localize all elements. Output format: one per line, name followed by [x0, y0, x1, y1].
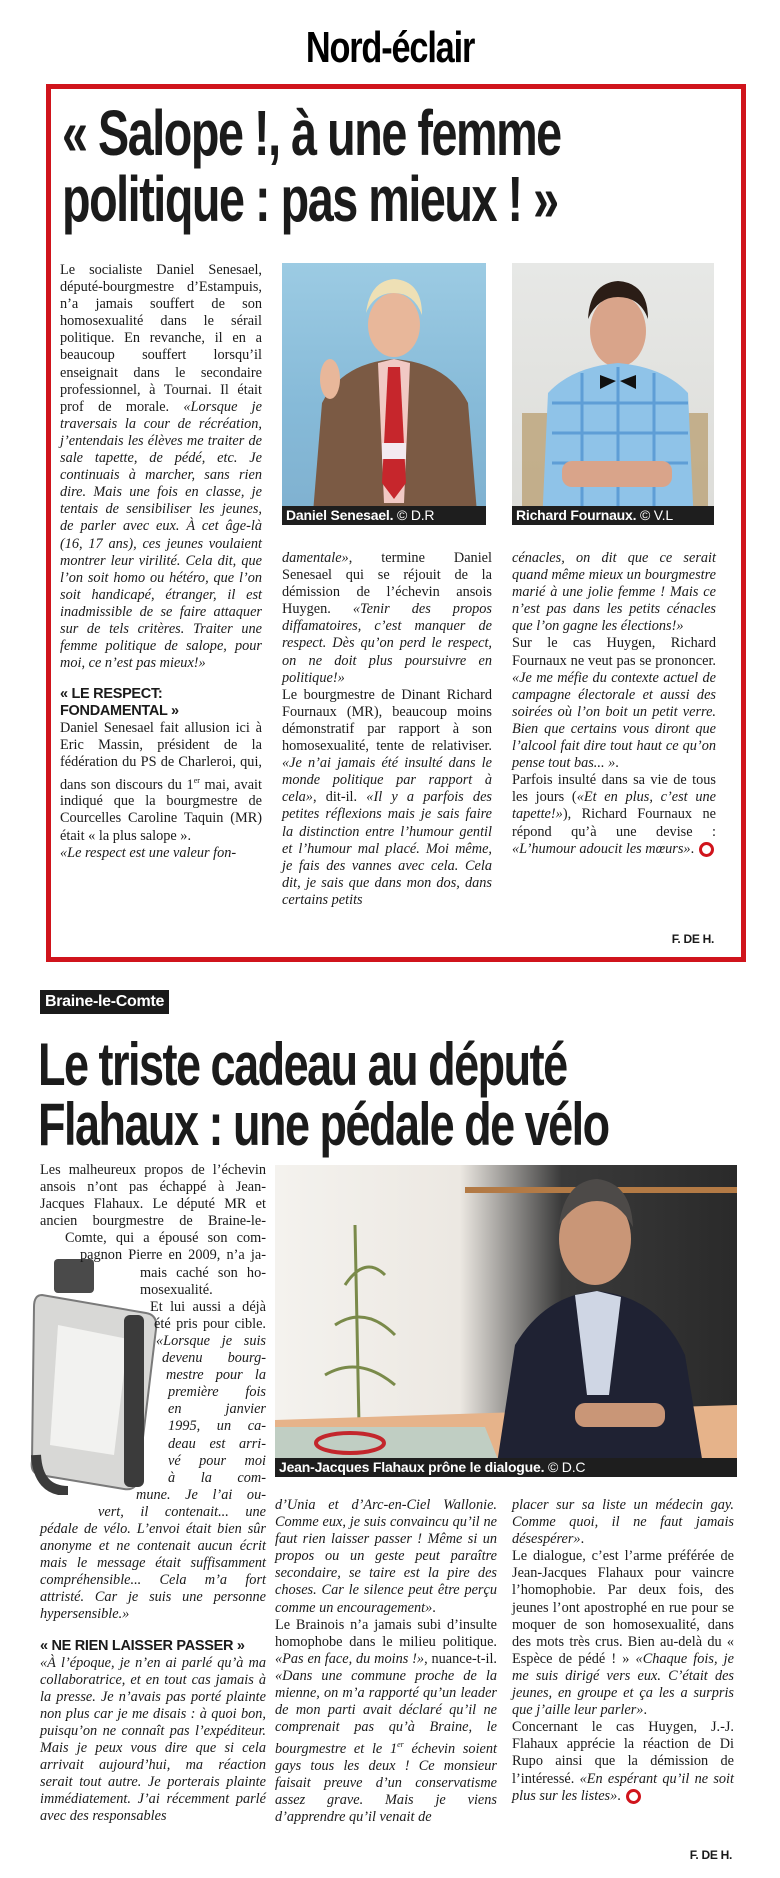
article2-column-3	[512, 1497, 734, 1805]
quote-text: pédale de vélo. L’envoi était bien sûr anonyme et ne contenait aucun écrit mais le message était suffisamment compréhensible... Cela m’a fort attristé. Car je suis une personne hypersensible.»	[40, 1521, 266, 1623]
article2-signature: F. DE H.	[689, 1848, 732, 1862]
photo-credit: © V.L	[640, 507, 673, 523]
article1-paragraph	[512, 772, 716, 857]
text-line: Les malheureux propos de l’échevin	[40, 1162, 266, 1178]
text-line: pagnon Pierre en 2009, n’a ja-	[80, 1247, 266, 1264]
text-line: 1995, un ca-	[168, 1418, 266, 1435]
text-line: ancien bourgmestre de Braine-le-	[40, 1213, 266, 1230]
article2-column-1	[40, 1521, 266, 1826]
photo-credit: © D.C	[548, 1459, 586, 1475]
text-line: première fois	[168, 1384, 266, 1401]
article1-paragraph	[282, 687, 492, 909]
section-tag: Braine-le-Comte	[40, 990, 169, 1014]
quote-text: «Tenir des propos diffamatoires, c’est manquer de respect. Dès qu’on perd le respect, on ne doit plus poursuivre en politique!»	[282, 601, 492, 686]
subhead-line: FONDAMENTAL »	[60, 703, 179, 720]
quote-text: «Lorsque je traversais la cour de récréation, j’entendais les élèves me traiter de sale tapette, de pédé, etc. Je continuais à marcher, sans rien dire. Mais une fois en classe, je tentais de sensibiliser les jeunes, de parler avec eux. À cet âge-là (16, 17 ans), ces jeunes voulaient montrer leur virilité. Cela dit, que l’on soit homo ou hétéro, que l’on soit handicapé, étranger, il est inadmissible de se faire attaquer sur de tels critères. Traiter une femme politique de salope, pour moi, ce n’est pas mieux!»	[60, 398, 262, 672]
text-line: «Lorsque je suis	[156, 1332, 266, 1349]
photo-caption	[512, 506, 714, 525]
photo-jean-jacques-flahaux	[275, 1165, 737, 1477]
text-line: été pris pour cible.	[154, 1315, 266, 1332]
article1-paragraph	[60, 262, 262, 672]
body-text: , dit-il.	[312, 789, 367, 806]
caption-name: Jean-Jacques Flahaux prône le dialogue.	[279, 1459, 545, 1475]
body-text: .	[580, 1531, 585, 1548]
text-line: mais caché son ho-	[140, 1264, 266, 1281]
body-text: , termine Daniel Senesael qui se réjouit de la démission de l’échevin ansois Huygen.	[282, 550, 492, 618]
quote-text: échevin soient gays tous les deux ! Ce monsieur faisait preuve d’un conservatisme assez grave. Mais je viens d’apprendre qu’il venait de	[275, 1741, 498, 1826]
text-line: vert, il contenait... une	[98, 1503, 266, 1520]
article2-paragraph	[512, 1548, 734, 1719]
quote-text: «Dans une commune proche de la mienne, on m’a rapporté qu’un leader de mon parti avait déclaré qu’il ne comprenait pas qu’à Braine, le bourgmestre et le 1	[275, 1667, 497, 1758]
article2-paragraph	[40, 1521, 266, 1624]
article1-paragraph	[60, 845, 262, 862]
text-line: devenu bourg-	[162, 1350, 266, 1367]
body-text: Daniel Senesael fait allusion ici à Eric Massin, président de la fédération du PS de Charleroi, qui, dans son discours du 1	[60, 720, 262, 793]
article2-subhead: « NE RIEN LAISSER PASSER »	[40, 1637, 245, 1654]
article1-signature: F. DE H.	[671, 932, 714, 946]
body-text: Le socialiste Daniel Senesael, député-bourgmestre d’Estampuis, n’a jamais souffert de son homosexualité dans le sérail politique. En revanche, il en a beaucoup souffert lorsqu’il enseignait dans le secondaire professionnel, à Tournai. Il était prof de morale.	[60, 262, 262, 415]
text-line: en janvier	[168, 1401, 266, 1418]
text-line: mosexualité.	[140, 1281, 213, 1298]
article1-subhead	[60, 686, 262, 720]
text-line: deau est arri-	[168, 1435, 266, 1452]
body-text: .	[690, 840, 695, 857]
body-text: .	[432, 1599, 436, 1616]
article2-paragraph	[275, 1617, 497, 1827]
quote-text: «Je me méfie du contexte actuel de campagne électorale et aussi des soirées où l’on boit un petit verre. Bien que certains vous diront que l’alcool fait dire tout haut ce qu’on pense tout bas... »	[512, 669, 716, 772]
superscript: er	[397, 1740, 404, 1750]
article1-paragraph	[512, 635, 716, 772]
portrait-illustration	[282, 263, 486, 525]
article1-paragraph	[60, 720, 262, 844]
quote-text: damentale»	[282, 550, 349, 566]
quote-text: placer sur sa liste un médecin gay. Comme quoi, il ne faut jamais désespérer»	[512, 1497, 734, 1548]
article2-intro	[40, 1162, 266, 1521]
quote-text: d’Unia et d’Arc-en-Ciel Wallonie. Comme eux, je suis convaincu qu’il ne faut rien laisser passer ! Même si un propos ou un geste peut paraître secondaire, se taire est la pire des choses. Car le silence peut être perçu comme un encouragement»	[275, 1497, 497, 1616]
photo-caption	[275, 1458, 737, 1477]
body-text: mai, avait indiqué que la bourgmestre de Courcelles Caroline Taquin (MR) était « la plus salope ».	[60, 776, 262, 844]
text-line: à la com-	[168, 1469, 266, 1486]
article2-paragraph	[512, 1719, 734, 1804]
quote-text: «Je n’ai jamais été insulté dans le monde politique par rapport à cela»	[282, 755, 492, 806]
superscript: er	[193, 775, 200, 785]
article1-headline-line2: politique : pas mieux ! »	[62, 163, 558, 235]
end-of-article-icon	[626, 1789, 641, 1804]
end-of-article-icon	[699, 842, 714, 857]
article2-paragraph	[275, 1497, 497, 1617]
article1-paragraph	[282, 550, 492, 687]
article1-headline-line1: « Salope !, à une femme	[62, 97, 561, 169]
quote-text: «À l’époque, je n’en ai parlé qu’à ma collaboratrice, et en tout cas jamais à la presse. Je n’avais pas porté plainte non plus car je me disais : à quoi bon, puisqu’on ne connaît pas l’expéditeur. Mais je peux vous dire que si cela arrivait aujourd’hui, ma réaction serait tout autre. Je porterais plainte immédiatement. J’ai récemment parlé avec des responsables	[40, 1654, 266, 1825]
text-line: Jacques Flahaux. Le député MR et	[40, 1196, 266, 1213]
article1-column-2	[282, 550, 492, 909]
body-text: Le bourgmestre de Dinant Richard Fournaux (MR), beaucoup moins démonstratif par rapport à son homosexualité, tente de relativiser.	[282, 686, 492, 755]
text-line: Comte, qui a épousé son com-	[65, 1230, 266, 1247]
article2-headline-line2: Flahaux : une pédale de vélo	[38, 1091, 609, 1158]
article2-column-2	[275, 1497, 497, 1827]
quote-text: cénacles, on dit que ce serait quand même mieux un bourgmestre marié à une jolie femme ! Mais ce n’est pas dans les petits cénacles que l’on gagne les élections!»	[512, 550, 716, 635]
text-line: Et lui aussi a déjà	[150, 1298, 266, 1315]
body-text: Le Brainois n’a jamais subi d’insulte homophobe dans le milieu politique.	[275, 1616, 497, 1650]
newspaper-masthead: Nord-éclair	[305, 23, 475, 72]
article1-column-3	[512, 550, 716, 858]
body-text: , nuance-t-il.	[424, 1650, 497, 1667]
quote-text: «Et en plus, c’est une tapette!»	[512, 789, 717, 823]
body-text: .	[617, 1787, 621, 1804]
body-text: Le dialogue, c’est l’arme préférée de Jean-Jacques Flahaux pour vaincre l’homophobie. Par deux fois, des jeunes l’ont apostrophé en rue pour se moquer de son homosexualité, dans des mots très crus. Bien au-delà du « Espèce de pédé ! »	[512, 1548, 734, 1667]
article2-paragraph	[512, 1497, 734, 1548]
body-text: ), Richard Fournaux ne répond qu’à une devise :	[512, 806, 716, 840]
photo-caption	[282, 506, 486, 525]
caption-name: Daniel Senesael.	[286, 507, 394, 523]
text-line: mestre pour la	[166, 1367, 266, 1384]
article2-headline-line1: Le triste cadeau au député	[38, 1031, 567, 1098]
quote-text: «Pas en face, du moins !»	[275, 1650, 425, 1667]
subhead-line: « LE RESPECT:	[60, 686, 163, 703]
quote-text: «En espérant qu’il ne soit plus sur les listes»	[512, 1770, 734, 1804]
body-text: Concernant le cas Huygen, J.-J. Flahaux apprécie la réaction de Di Rupo ainsi que la démission de l’intéressé.	[512, 1719, 734, 1787]
photo-daniel-senesael	[282, 263, 486, 525]
quote-text: «Chaque fois, je me suis dirigé vers eux. C’était des jeunes, en groupe et ça les a surpris que j’aille leur parler»	[512, 1650, 734, 1719]
text-line: mune. Je l’ai ou-	[136, 1486, 266, 1503]
caption-name: Richard Fournaux.	[516, 507, 637, 523]
text-line: ansois n’ont pas échappé à Jean-	[40, 1179, 266, 1196]
article2-paragraph	[40, 1655, 266, 1826]
quote-text: «Le respect est une valeur fon-	[60, 844, 237, 861]
portrait-illustration	[512, 263, 714, 525]
article1-paragraph	[512, 550, 716, 635]
photo-credit: © D.R	[397, 507, 435, 523]
body-text: .	[643, 1702, 648, 1719]
quote-text: «Il y a parfois des petites réflexions mais je sais faire la distinction entre l’humour gentil et l’humour mal placé. Moi même, je fais des vannes avec cela. Cela dit, je sais que dans mon dos, dans certains petits	[282, 789, 492, 908]
quote-text: «L’humour adoucit les mœurs»	[512, 840, 691, 857]
text-line: vé pour moi	[168, 1452, 266, 1469]
body-text: Parfois insulté dans sa vie de tous les jours (	[512, 772, 716, 806]
photo-richard-fournaux	[512, 263, 714, 525]
article1-column-1	[60, 262, 262, 862]
body-text: .	[615, 755, 619, 772]
body-text: Sur le cas Huygen, Richard Fournaux ne veut pas se prononcer.	[512, 635, 716, 669]
photo-illustration	[275, 1165, 737, 1477]
